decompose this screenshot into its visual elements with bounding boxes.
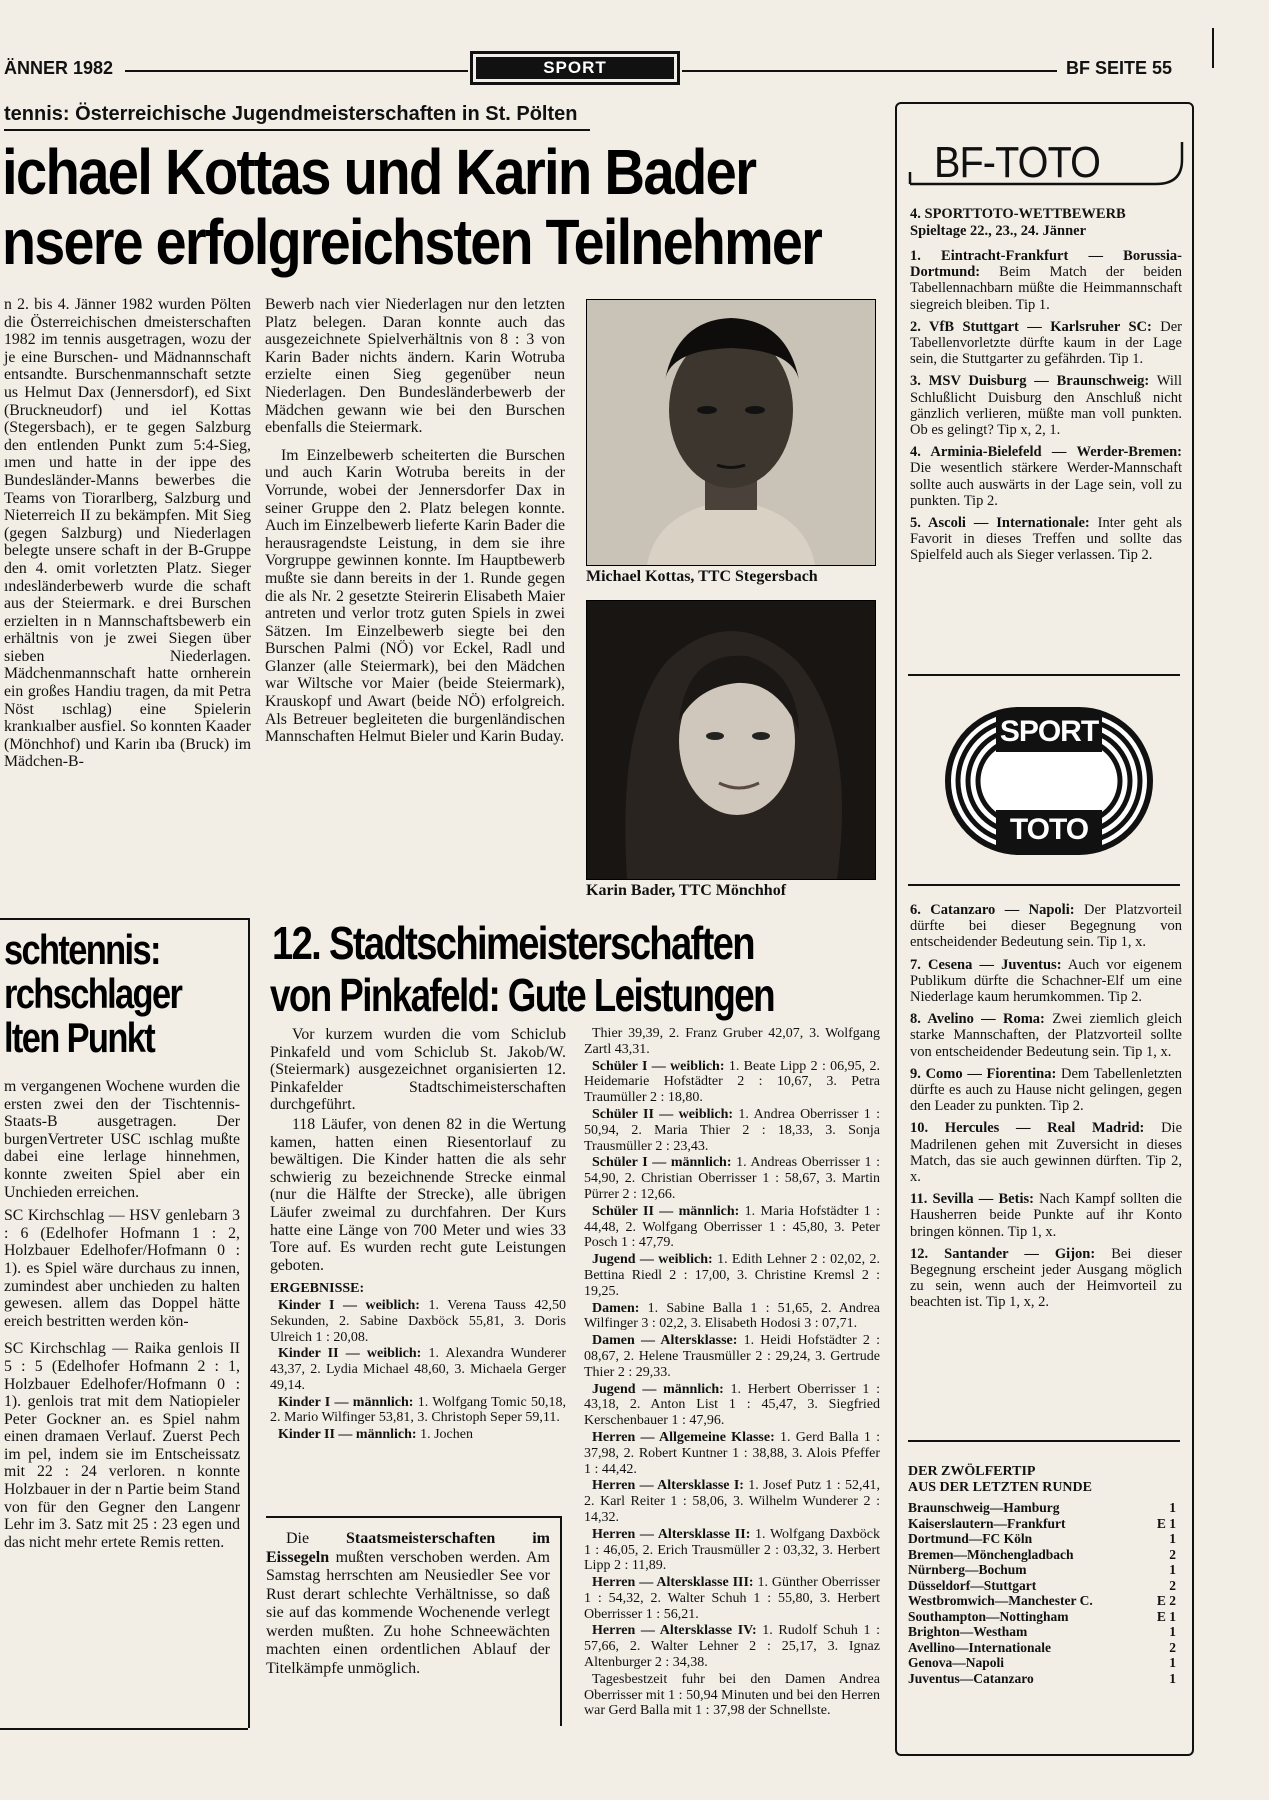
item-heading: 12. Santander — Gijon: [910, 1245, 1096, 1262]
item-text: Tagesbestzeit fuhr bei den Damen Andrea Oberrisser mit 1 : 50,94 Minuten und bei den Herren war Gerd Balla mit 1 : 37,98 der Schnellste. [584, 1671, 880, 1719]
table-row [908, 1624, 1180, 1640]
article4-top-rule [266, 1516, 560, 1518]
item-heading: Schüler I — weiblich: [592, 1058, 725, 1074]
article3-intro2: 118 Läufer, von denen 82 in die Wertung kamen, hatten einen Riesentorlauf zu bewältigen. Die Kinder hatten die als sehr schwierig zu bezeichnende Strecke einmal (nur die Hälfte der Strecke), alle übrigen Läufer zweimal zu durchfahren. Der Kurs hatte eine Länge von 700 Meter und wies 33 Tore auf. Es wurden recht gute Leistungen geboten. [270, 1115, 566, 1274]
match-cell: Westbromwich—Manchester C. [908, 1593, 1093, 1608]
match-cell: Southampton—Nottingham [908, 1608, 1069, 1624]
list-item [584, 1430, 880, 1477]
item-text: 1. Maria Hofstädter 1 : 44,48, 2. Wolfgang Oberrisser 1 : 45,80, 3. Peter Posch 1 : 47,79. [584, 1203, 880, 1251]
toto-divider-1 [908, 674, 1180, 676]
result-cell: 1 [1169, 1500, 1176, 1515]
article3-headline-line2: von Pinkafeld: Gute Leistungen [270, 969, 775, 1021]
item-heading: 10. Hercules — Real Madrid: [910, 1120, 1145, 1137]
item-text: 1. Gerd Balla 1 : 37,98, 2. Robert Kuntner 1 : 38,88, 3. Alois Pfeffer 1 : 44,42. [584, 1429, 880, 1477]
result-cell: 2 [1169, 1639, 1176, 1655]
item-text: Beim Match der beiden Tabellennachbarn müßte die Heimmannschaft siegreich bleiben. Tip 1. [910, 264, 1182, 313]
item-heading: Kinder II — männlich: [278, 1427, 417, 1443]
match-cell: Brighton—Westham [908, 1624, 1028, 1639]
article4-pre: Die [286, 1530, 347, 1547]
list-item [584, 1155, 880, 1202]
match-cell: Braunschweig—Hamburg [908, 1500, 1060, 1515]
list-item [584, 1333, 880, 1380]
item-heading: Damen — Altersklasse: [592, 1333, 738, 1349]
table-row [908, 1578, 1180, 1594]
list-item [584, 1478, 880, 1525]
table-row [908, 1671, 1180, 1687]
item-heading: Jugend — männlich: [592, 1381, 724, 1397]
results-list-2 [584, 1026, 880, 1719]
item-text: 1. Andrea Oberrisser 1 : 50,94, 2. Maria Thier 2 : 18,33, 3. Sonja Trausmüller 2 : 23,43. [584, 1106, 880, 1154]
results-list-1 [270, 1298, 566, 1443]
item-text: Der Platzvorteil dürfte bei dieser Begegnung von entscheidender Bedeutung sein. Tip 1, x. [910, 902, 1182, 951]
match-cell: Genova—Napoli [908, 1655, 1005, 1670]
article2-body [4, 1078, 240, 1557]
list-item [584, 1301, 880, 1333]
badge-sport-text: SPORT [999, 715, 1099, 748]
list-item [910, 1246, 1182, 1311]
match-cell: Nürnberg—Bochum [908, 1562, 1027, 1577]
page-edge-rule [1212, 28, 1214, 68]
item-text: Die wesentlich stärkere Werder-Mannschaft sollte auch auswärts in der Lage sein, voll zu punkten. Tip 2. [910, 460, 1182, 509]
item-heading: 5. Ascoli — Internationale: [910, 515, 1090, 532]
result-cell: E 2 [1156, 1593, 1176, 1608]
article1-column2 [265, 296, 565, 752]
item-text: 1. Sabine Balla 1 : 51,65, 2. Andrea Wilfinger 3 : 02,2, 3. Elisabeth Hodosi 3 : 07,71. [584, 1300, 880, 1332]
item-heading: Herren — Altersklasse IV: [592, 1623, 757, 1639]
article1-col2-para2: Im Einzelbewerb scheiterten die Burschen und auch Karin Wotruba bereits in der Vorrunde, wobei der Jennersdorfer Dax in seiner Gruppe den 2. Platz belegen konnte. Auch im Einzelbewerb lieferte Karin Bader die herausragendste Leistung, in dem sie ihre Vorgruppe gewinnen konnte. Im Hauptbewerb mußte sie dann bereits in der 1. Runde gegen die als Nr. 2 gesetzte Steirerin Elisabeth Maier antreten und verlor trotz guten Spiels in zwei Sätzen. Im Einzelbewerb siegte bei den Burschen Palmi (NÖ) vor Eckel, Radl und Glanzer (alle Steiermark), bei den Mädchen war Wiltsche vor Maier (beide Steiermark), Krauskopf und Awart (beide NÖ) erfolgreich. Als Betreuer begleiteten die burgenländischen Mannschaften Helmut Bieler und Karin Buday. [265, 446, 565, 746]
item-heading: Kinder II — weiblich: [278, 1346, 422, 1362]
result-cell: 1 [1169, 1624, 1176, 1639]
zwoelfertip-title1: DER ZWÖLFERTIP [908, 1464, 1036, 1479]
article3-column1 [270, 1026, 566, 1444]
table-row [908, 1609, 1180, 1625]
item-heading: Herren — Altersklasse III: [592, 1575, 754, 1591]
toto-section-1 [910, 206, 1182, 570]
list-item [910, 373, 1182, 438]
list-item [270, 1346, 566, 1393]
match-cell: Kaiserslautern—Frankfurt [908, 1515, 1066, 1531]
article4-body [266, 1530, 550, 1678]
list-item [584, 1527, 880, 1574]
item-text: 1. Beate Lipp 2 : 06,95, 2. Heidemarie Hofstädter 2 : 10,67, 3. Petra Traumüller 2 : 18,80. [584, 1058, 881, 1106]
item-heading: 2. VfB Stuttgart — Karlsruher SC: [910, 318, 1152, 335]
table-row [908, 1547, 1180, 1563]
photo-caption-bader: Karin Bader, TTC Mönchhof [586, 882, 787, 899]
item-heading: 6. Catanzaro — Napoli: [910, 902, 1075, 918]
toto-logo-text: BF-TOTO [934, 138, 1101, 187]
list-item [584, 1382, 880, 1429]
photo-caption-kottas: Michael Kottas, TTC Stegersbach [586, 568, 818, 585]
item-text: Zwei ziemlich gleich starke Mannschaften, der Platzvorteil sollte von entscheidender Bedeutung sein. Tip 1, x. [910, 1011, 1182, 1060]
list-item [584, 1026, 880, 1058]
result-cell: 1 [1169, 1562, 1176, 1577]
item-heading: Jugend — weiblich: [592, 1252, 713, 1268]
list-item [910, 515, 1182, 564]
list-item [584, 1252, 880, 1299]
list-item [270, 1427, 566, 1443]
article1-headline-line2: nsere erfolgreichsten Teilnehmer [2, 206, 821, 278]
article3-column2 [584, 1026, 880, 1720]
item-heading: 8. Avelino — Roma: [910, 1011, 1045, 1028]
table-row [908, 1640, 1180, 1656]
match-cell: Dortmund—FC Köln [908, 1531, 1033, 1546]
list-item [910, 319, 1182, 368]
article1-col1-text: n 2. bis 4. Jänner 1982 wurden Pölten die Österreichischen dmeisterschaften 1982 im tennis ausgetragen, wozu der je eine Burschen- und Mädnannschaft entsandte. Burschenmannschaft setzte us Helmut Dax (Jennersdorf), ed Sixt (Bruckneudorf) und iel Kottas (Stegersbach), er te gegen Salzburg den entlenden Punkt zum 5:4-Sieg, ımen und hatte in der ippe des Bundesländer-Manns bewerbes die Teams von Tiorarlberg, Salzburg und Nieterreich II zu bekämpfen. Mit Sieg (gegen Salzburg) und Niederlagen belegte unsere schaft in der B-Gruppe den 4. omit vorletzten Platz. Sieger ındesländerbewerb wurde die schaft aus der Steiermark. e drei Burschen erzielten in n Mannschaftsbewerb ein erhältnis von je zwei Siegen über sieben Niederlagen. Mädchenmannschaft hatte ornherein ein großes Handiu tragen, da mit Petra Nöst ıschlag) eine Spielerin krankıalber ausfiel. So konnten Kaader (Mönchhof) und Karin ıba (Bruck) im Mädchen-B- [4, 296, 251, 771]
toto-divider-2 [908, 884, 1180, 886]
list-item [910, 248, 1182, 313]
item-heading: 9. Como — Fiorentina: [910, 1065, 1057, 1082]
item-text: Auch vor eigenem Publikum dürfte die Schachner-Elf um eine Niederlage kaum herumkommen. Tip 2. [910, 956, 1182, 1006]
results-title: ERGEBNISSE: [270, 1281, 365, 1297]
item-text: 1. Günther Oberrisser 1 : 54,32, 2. Walter Schuh 1 : 55,80, 3. Herbert Oberrisser 1 : 56,21. [584, 1575, 880, 1622]
item-text: 1. Andreas Oberrisser 1 : 54,90, 2. Christian Oberrisser 1 : 58,67, 3. Martin Pürrer 2 : 12,66. [584, 1155, 881, 1202]
list-item [270, 1298, 566, 1345]
item-text: Die Madrilenen gehen mit Zuversicht in dieses Match, das sie auch gewinnen dürften. Tip 2, x. [910, 1120, 1183, 1186]
list-item [910, 902, 1182, 951]
article2-intro: m vergangenen Wochene wurden die ersten zwei den der Tischtennis-Staats-B ausgetragen. Der burgenVertreter USC ıschlag mußte dabei eine lerlage hinnehmen, konnte zweiten Spiel aber ein Unchieden erreichen. [4, 1078, 240, 1201]
match-cell: Düsseldorf—Stuttgart [908, 1577, 1037, 1593]
item-heading: Kinder I — männlich: [278, 1394, 414, 1410]
item-text: 1. Alexandra Wunderer 43,37, 2. Lydia Michael 48,60, 3. Michaela Gerger 49,14. [270, 1346, 566, 1393]
match-cell: Avellino—Internationale [908, 1639, 1051, 1655]
list-item [910, 1191, 1182, 1240]
toto-tips-2 [910, 902, 1182, 1311]
photo-karin-bader [586, 600, 876, 880]
list-item [584, 1059, 880, 1106]
item-text: 1. Wolfgang Tomic 50,18, 2. Mario Wilfinger 53,81, 3. Christoph Seper 59,11. [270, 1394, 567, 1426]
table-row [908, 1516, 1180, 1532]
article1-column1 [4, 296, 251, 777]
toto-subtitle: Spieltage 22., 23., 24. Jänner [910, 223, 1087, 239]
toto-divider-3 [908, 1440, 1180, 1442]
item-heading: 1. Eintracht-Frankfurt — Borussia-Dortmund: [910, 248, 1182, 281]
item-heading: Damen: [592, 1300, 640, 1316]
article4-bold: Staatsmeisterschaften im Eissegeln [266, 1530, 550, 1566]
list-item [270, 1395, 566, 1427]
item-text: 1. Wolfgang Daxböck 1 : 46,05, 2. Erich Trausmüller 2 : 03,32, 3. Herbert Lipp 2 : 11,89. [584, 1526, 880, 1574]
article3-headline-line1: 12. Stadtschimeisterschaften [272, 917, 754, 969]
toto-logo [906, 136, 1186, 188]
item-text: 1. Herbert Oberrisser 1 : 43,18, 2. Anton List 1 : 45,47, 3. Siegfried Kerschenbauer 1 : 47,96. [584, 1381, 881, 1429]
article4-text: mußten verschoben werden. Am Samstag herrschten am Neusiedler See vor Rust derart schlechte Verhältnisse, so daß sie auf das kommende Wochenende verlegt werden mußten. Zu hohe Schneewächten machten einen ordentlichen Ablauf der Titelkämpfe unmöglich. [266, 1548, 550, 1677]
article4-right-rule [560, 1516, 562, 1726]
item-heading: Herren — Altersklasse I: [592, 1478, 744, 1494]
list-item [910, 1011, 1182, 1060]
article2-headline-line2: rchschlager [4, 970, 182, 1017]
list-item [910, 957, 1182, 1006]
item-text: 1. Josef Putz 1 : 52,41, 2. Karl Reiter 1 : 58,06, 3. Wilhelm Wunderer 2 : 14,32. [584, 1478, 880, 1525]
item-text: Thier 39,39, 2. Franz Gruber 42,07, 3. Wolfgang Zartl 43,31. [584, 1026, 880, 1057]
section-badge [470, 51, 680, 85]
result-cell: E 1 [1156, 1608, 1176, 1624]
result-cell: 1 [1169, 1655, 1176, 1670]
table-row [908, 1593, 1180, 1609]
article2-headline-line1: schtennis: [4, 926, 160, 973]
portrait-female-icon [587, 601, 875, 879]
list-item [584, 1623, 880, 1670]
header-rule-right [682, 70, 1057, 72]
item-text: 1. Rudolf Schuh 1 : 57,66, 2. Walter Lehner 2 : 25,17, 3. Ignaz Altenburger 2 : 34,38. [584, 1623, 880, 1671]
item-text: 1. Heidi Hofstädter 2 : 08,67, 2. Helene Trausmüller 2 : 29,24, 3. Gertrude Thier 2 : 29,33. [584, 1333, 880, 1380]
item-heading: Schüler II — männlich: [592, 1203, 740, 1219]
item-text: Will Schlußlicht Duisburg den Anschluß nicht gänzlich verlieren, müßte man voll punkten. Ob es gelingt? Tip x, 2, 1. [910, 373, 1182, 439]
match-cell: Bremen—Mönchengladbach [908, 1546, 1074, 1562]
article2-right-rule [248, 918, 250, 1728]
list-item [910, 1066, 1182, 1115]
zwoelfertip-title2: AUS DER LETZTEN RUNDE [908, 1480, 1092, 1495]
badge-toto-text: TOTO [1009, 813, 1089, 846]
list-item [910, 1120, 1182, 1185]
item-heading: Schüler I — männlich: [592, 1155, 732, 1171]
item-heading: 7. Cesena — Juventus: [910, 956, 1062, 973]
article1-col2-para1: Bewerb nach vier Niederlagen nur den letzten Platz belegen. Daran konnte auch das ausgezeichnete Spielverhältnis von 8 : 3 von Karin Bader nichts ändern. Karin Wotruba erzielte einen Sieg gegenüber neun Niederlagen. Den Bundesländerbewerb der Mädchen gewann wie bei den Burschen ebenfalls die Steiermark. [265, 296, 565, 437]
item-heading: 11. Sevilla — Betis: [910, 1191, 1034, 1208]
item-text: Dem Tabellenletzten dürfte es auch zu Hause nicht gelingen, gegen den Leader zu punkten. Tip 2. [910, 1065, 1182, 1115]
list-item [910, 444, 1182, 509]
item-text: Bei dieser Begegnung erscheint jeder Ausgang möglich zu sein, wenn auch der Heimvorteil zu beachten ist. Tip 1, x, 2. [910, 1245, 1182, 1311]
match-cell: Juventus—Catanzaro [908, 1670, 1034, 1686]
result-cell: 2 [1169, 1577, 1176, 1593]
list-item [584, 1575, 880, 1622]
result-cell: E 1 [1156, 1515, 1176, 1531]
toto-section-2 [910, 902, 1182, 1317]
article1-kicker: tennis: Österreichische Jugendmeisterschaften in St. Pölten [4, 103, 578, 125]
result-cell: 1 [1169, 1670, 1176, 1686]
article2-match1: SC Kirchschlag — HSV genlebarn 3 : 6 (Edelhofer Hofmann 1 : 2, Holzbauer Edelhofer/Hofmann 0 : 1). es Spiel wäre durchaus zu innen, zumindest aber unchieden zu halten gewesen. allem das Doppel hätte ereich bestritten werden kön- [4, 1207, 240, 1330]
toto-title: 4. SPORTTOTO-WETTBEWERB [910, 206, 1126, 222]
article3-intro1: Vor kurzem wurden die vom Schiclub Pinkafeld und vom Schiclub St. Jakob/W. (Steiermark) ausgezeichnet organisierten 12. Pinkafelder Stadtschimeisterschaften durchgeführt. [270, 1026, 566, 1114]
article2-match2: SC Kirchschlag — Raika genlois II 5 : 5 (Edelhofer Hofmann 2 : 1, Holzbauer Edelhofer/Hofmann 0 : 1). genlois trat mit dem Natiopieler Peter Gockner an. es Spiel nahm einen dramaen Verlauf. Zuerst Pech im pel, indem sie im Entscheissatz mit 22 : 24 verloren. n konnte Holzbauer in der n Partie beim Stand von für den Gegner den Langenr Lehr im 3. Satz mit 25 : 23 egen und das nicht mehr ertete Remis retten. [4, 1340, 240, 1551]
portrait-male-icon [587, 300, 875, 565]
sport-toto-badge [944, 706, 1154, 856]
table-row [908, 1562, 1180, 1578]
item-heading: 3. MSV Duisburg — Braunschweig: [910, 373, 1150, 390]
table-row [908, 1655, 1180, 1671]
table-row [908, 1531, 1180, 1547]
article2-headline-line3: lten Punkt [4, 1014, 155, 1061]
list-item [584, 1107, 880, 1154]
header-date: ÄNNER 1982 [4, 58, 114, 78]
item-heading: 4. Arminia-Bielefeld — Werder-Bremen: [910, 444, 1182, 461]
list-item [584, 1672, 880, 1719]
zwoelfertip-table [908, 1500, 1180, 1686]
result-cell: 1 [1169, 1531, 1176, 1546]
item-text: 1. Edith Lehner 2 : 02,02, 2. Bettina Riedl 2 : 17,00, 3. Christine Kremsl 2 : 19,25. [584, 1252, 880, 1299]
item-text: 1. Verena Tauss 42,50 Sekunden, 2. Sabine Daxböck 55,81, 3. Doris Ulreich 1 : 20,08. [270, 1297, 566, 1345]
item-heading: Herren — Altersklasse II: [592, 1526, 751, 1542]
toto-tips-1 [910, 248, 1182, 564]
item-heading: Herren — Allgemeine Klasse: [592, 1429, 775, 1445]
page-number: BF SEITE 55 [1066, 58, 1173, 78]
item-heading: Kinder I — weiblich: [278, 1297, 420, 1313]
photo-michael-kottas [586, 299, 876, 566]
item-text: Nach Kampf sollten die Hausherren beide Punkte auf ihr Konto bringen können. Tip 1, x. [910, 1191, 1182, 1240]
header-rule-left [125, 70, 468, 72]
item-text: Inter geht als Favorit in dieses Treffen und sollte das Spielfeld auch als Sieger verlassen. Tip 2. [910, 515, 1182, 564]
article2-top-rule [0, 918, 248, 920]
section-label: SPORT [476, 57, 674, 79]
table-row [908, 1500, 1180, 1516]
item-text: 1. Jochen [416, 1427, 473, 1443]
item-text: Der Tabellenvorletzte dürfte kaum in der Lage sein, die Stuttgarter zu gefährden. Tip 1. [910, 318, 1182, 368]
list-item [584, 1204, 880, 1251]
kicker-underline [4, 129, 590, 131]
zwoelfertip [908, 1464, 1180, 1686]
result-cell: 2 [1169, 1546, 1176, 1562]
article2-bottom-rule [0, 1728, 248, 1730]
item-heading: Schüler II — weiblich: [592, 1106, 734, 1122]
article1-headline-line1: ichael Kottas und Karin Bader [2, 136, 756, 208]
